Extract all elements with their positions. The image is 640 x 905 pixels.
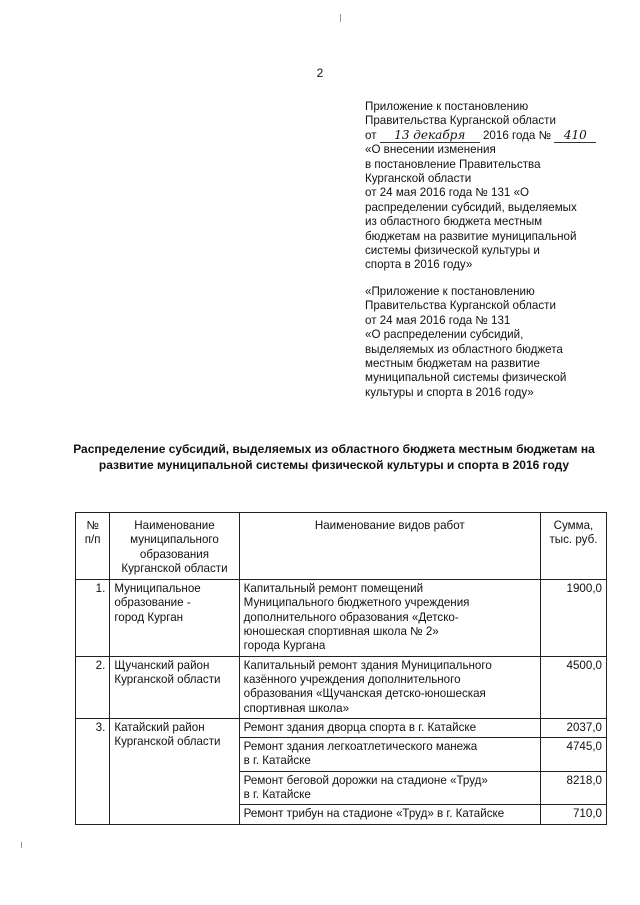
- row-num: 2.: [76, 656, 110, 718]
- row-work: Ремонт здания дворца спорта в г. Катайске: [239, 718, 540, 737]
- row-sum: 1900,0: [540, 580, 606, 656]
- appendix-line: «О внесении изменения: [365, 143, 496, 157]
- appendix-line: от 24 мая 2016 года № 131: [365, 313, 511, 327]
- table-row: [76, 656, 607, 718]
- appendix-line: от 24 мая 2016 года № 131 «О: [365, 186, 530, 200]
- table-header-row: [76, 513, 607, 580]
- row-sum: 8218,0: [540, 771, 606, 805]
- row-work: Капитальный ремонт помещений Муниципального бюджетного учреждения дополнительного образования «Детско- юношеская спортивная школа № 2» города Кургана: [239, 580, 540, 656]
- appendix-line: в постановление Правительства: [365, 157, 541, 171]
- appendix-line: Правительства Курганской области: [365, 299, 556, 313]
- document-title: Распределение субсидий, выделяемых из областного бюджета местным бюджетам на развитие муниципальной системы физической культуры и спорта в 2016 году: [73, 442, 595, 472]
- appendix-line: спорта в 2016 году»: [365, 258, 473, 272]
- header-area: Наименование муниципального образования Курганской области: [110, 513, 239, 580]
- appendix-line: «О распределении субсидий,: [365, 328, 524, 342]
- row-area: Катайский район Курганской области: [110, 718, 239, 824]
- appendix-line: муниципальной системы физической: [365, 371, 567, 385]
- appendix-line: выделяемых из областного бюджета: [365, 342, 563, 356]
- row-num: 1.: [76, 580, 110, 656]
- header-work: Наименование видов работ: [239, 513, 540, 580]
- appendix-line: из областного бюджета местным: [365, 215, 543, 229]
- appendix-date-line: [365, 129, 625, 143]
- appendix-line: Курганской области: [365, 172, 472, 186]
- appendix-header: [365, 100, 625, 400]
- table-row: [76, 580, 607, 656]
- header-num: № п/п: [76, 513, 110, 580]
- row-work: Ремонт беговой дорожки на стадионе «Труд» в г. Катайске: [239, 771, 540, 805]
- row-work: Ремонт трибун на стадионе «Труд» в г. Катайске: [239, 805, 540, 824]
- row-sum: 710,0: [540, 805, 606, 824]
- scan-speck: [21, 842, 22, 848]
- appendix-line: местным бюджетам на развитие: [365, 356, 540, 370]
- appendix-line: системы физической культуры и: [365, 244, 540, 258]
- appendix-line: бюджетам на развитие муниципальной: [365, 229, 577, 243]
- date-middle: 2016 года №: [482, 128, 552, 142]
- row-num: 3.: [76, 718, 110, 824]
- subsidy-table: [75, 512, 607, 825]
- appendix-line: распределении субсидий, выделяемых: [365, 200, 577, 214]
- handwritten-date: 13 декабря: [380, 129, 480, 143]
- appendix-line: «Приложение к постановлению: [365, 284, 535, 298]
- row-sum: 4745,0: [540, 738, 606, 772]
- row-work: Ремонт здания легкоатлетического манежа в г. Катайске: [239, 738, 540, 772]
- appendix-line: Приложение к постановлению: [365, 100, 529, 113]
- page-number: 2: [316, 66, 324, 80]
- appendix-line: культуры и спорта в 2016 году»: [365, 385, 534, 399]
- table-row: [76, 718, 607, 737]
- row-work: Капитальный ремонт здания Муниципального казённого учреждения дополнительного образования «Щучанская детско-юношеская спортивная школа»: [239, 656, 540, 718]
- row-area: Щучанский район Курганской области: [110, 656, 239, 718]
- row-area: Муниципальное образование - город Курган: [110, 580, 239, 656]
- date-prefix: от: [365, 128, 377, 142]
- handwritten-number: 410: [554, 129, 596, 143]
- row-sum: 2037,0: [540, 718, 606, 737]
- scan-speck: [340, 14, 341, 22]
- row-sum: 4500,0: [540, 656, 606, 718]
- header-sum: Сумма, тыс. руб.: [540, 513, 606, 580]
- appendix-line: Правительства Курганской области: [365, 114, 556, 128]
